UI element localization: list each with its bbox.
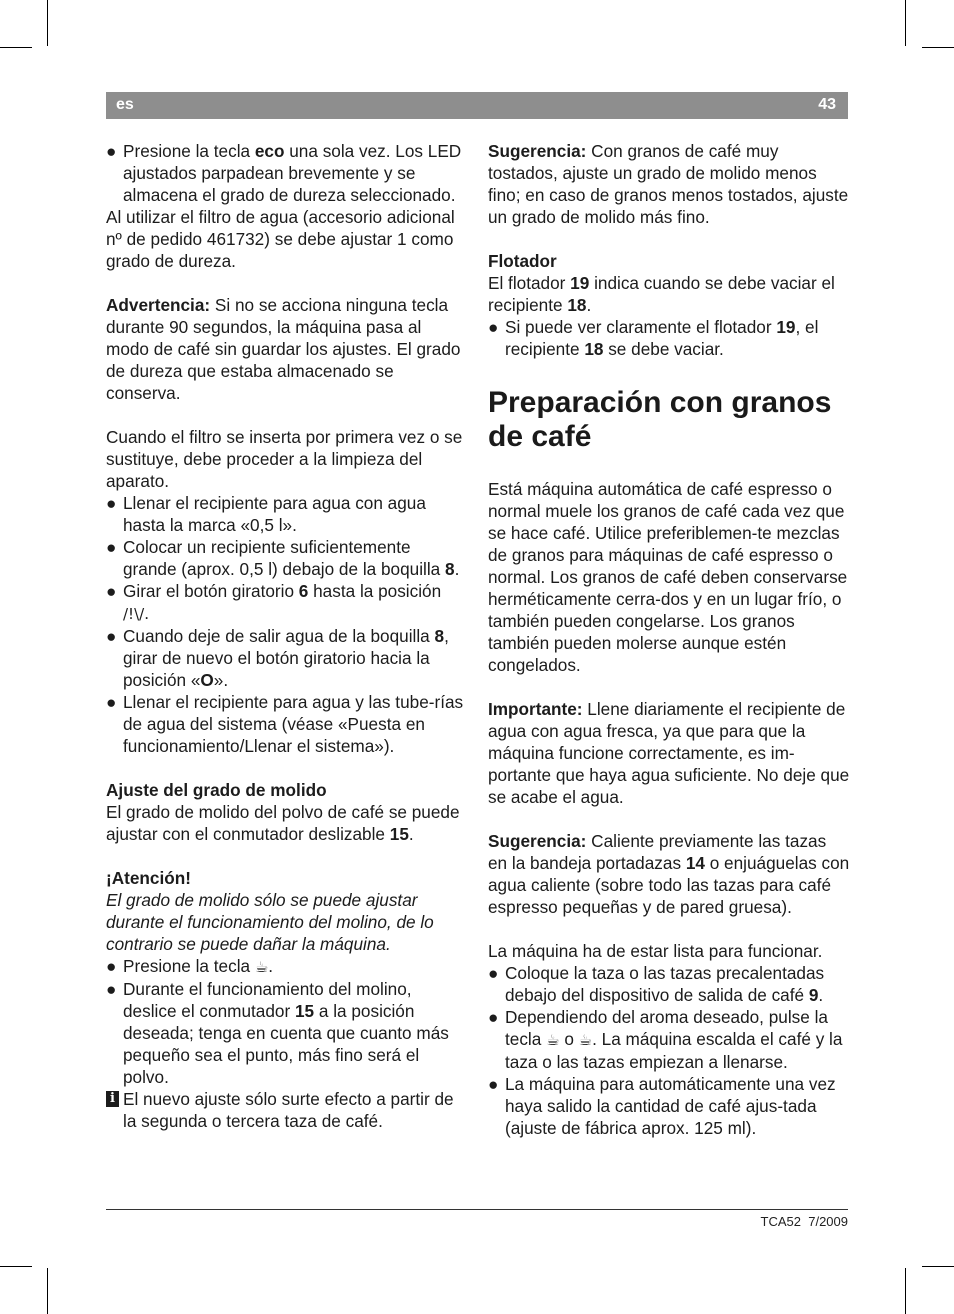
section-heading: ¡Atención!: [106, 868, 191, 888]
caution-paragraph: El grado de molido sólo se puede ajustar durante el funcionamiento del molino, de lo contrario se puede dañar la máquina.: [106, 890, 434, 954]
list-item: ● Durante el funcionamiento del molino, deslice el conmutador 15 a la posición deseada; tenga en cuenta que cuanto más pequeño sea el punto, más fino será el polvo.: [106, 979, 449, 1087]
paragraph: La máquina ha de estar lista para funcionar.: [488, 941, 823, 961]
list-item: ● Dependiendo del aroma deseado, pulse la tecla ☕ o ☕. La máquina escalda el café y la taza o las tazas empiezan a llenarse.: [488, 1007, 843, 1072]
crop-mark: [0, 47, 32, 48]
page-number: 43: [818, 96, 836, 113]
list-item: ● Presione la tecla eco una sola vez. Los LED ajustados parpadean brevemente y se almacena el grado de dureza seleccionado.: [106, 141, 462, 205]
tip-paragraph: Sugerencia: Con granos de café muy tostados, ajuste un grado de molido menos fino; en caso de granos menos tostados, ajuste un grado de molido más fino.: [488, 141, 849, 227]
crop-mark: [47, 0, 48, 46]
model-code: TCA52: [760, 1214, 801, 1229]
single-bean-icon: ☕: [546, 1031, 560, 1049]
crop-mark: [47, 1268, 48, 1314]
section-heading: Ajuste del grado de molido: [106, 780, 327, 800]
print-date: 7/2009: [808, 1214, 848, 1229]
important-paragraph: Importante: Llene diariamente el recipiente de agua con agua fresca, ya que para que la máquina funcione correctamente, es im-portante que haya agua suficiente. No deje que se acabe el agua.: [488, 699, 850, 807]
paragraph: Está máquina automática de café espresso o normal muele los granos de café cada vez que se hace café. Utilice preferiblemen-te mezclas de granos para máquinas de café espresso o normal. Los granos de café deben conservarse herméticamente cerra-dos y en un lugar frío, o también pueden congelarse. Los granos también pueden molerse aunque estén congelados.: [488, 479, 848, 675]
section-heading: Flotador: [488, 251, 557, 271]
right-column: [488, 140, 850, 1139]
warning-paragraph: Advertencia: Si no se acciona ninguna tecla durante 90 segundos, la máquina pasa al modo de café sin guardar los ajustes. El grado de dureza que estaba almacenado se conserva.: [106, 295, 461, 403]
list-item: ● Colocar un recipiente suficientemente grande (aprox. 0,5 l) debajo de la boquilla 8.: [106, 537, 460, 579]
list-item: ● Cuando deje de salir agua de la boquilla 8, girar de nuevo el botón giratorio hacia la posición «O».: [106, 626, 449, 690]
crop-mark: [922, 1266, 954, 1267]
double-bean-icon: ☕: [578, 1031, 593, 1049]
footer-divider: [106, 1209, 848, 1210]
steam-position-icon: /!\/: [123, 605, 145, 623]
list-item: ● Coloque la taza o las tazas precalentadas debajo del dispositivo de salida de café 9.: [488, 963, 825, 1005]
paragraph: El grado de molido del polvo de café se puede ajustar con el conmutador deslizable 15.: [106, 802, 460, 844]
paragraph: El flotador 19 indica cuando se debe vaciar el recipiente 18.: [488, 273, 835, 315]
list-item: ● La máquina para automáticamente una vez haya salido la cantidad de café ajus-tada (ajuste de fábrica aprox. 125 ml).: [488, 1074, 836, 1138]
list-item: ● Si puede ver claramente el flotador 19, el recipiente 18 se debe vaciar.: [488, 317, 819, 359]
list-item: ● Llenar el recipiente para agua con agua hasta la marca «0,5 l».: [106, 493, 426, 535]
info-icon: i: [106, 1091, 119, 1107]
page-header: [106, 92, 848, 119]
list-item: ● Llenar el recipiente para agua y las tube-rías de agua del sistema (véase «Puesta en funcionamiento/Llenar el sistema»).: [106, 692, 464, 756]
info-note: i El nuevo ajuste sólo surte efecto a partir de la segunda o tercera taza de café.: [106, 1088, 468, 1132]
crop-mark: [905, 1268, 906, 1314]
coffee-strength-icon: ☕: [254, 958, 269, 976]
paragraph: Al utilizar el filtro de agua (accesorio adicional nº de pedido 461732) se debe ajustar 1 como grado de dureza.: [106, 207, 455, 271]
left-column: [106, 140, 468, 1132]
crop-mark: [922, 47, 954, 48]
language-code: es: [116, 96, 134, 113]
crop-mark: [905, 0, 906, 46]
page-footer: [761, 1214, 848, 1229]
crop-mark: [0, 1266, 32, 1267]
tip-paragraph: Sugerencia: Caliente previamente las tazas en la bandeja portadazas 14 o enjuáguelas con agua caliente (sobre todo las tazas para café espresso pequeñas y de pared gruesa).: [488, 831, 850, 917]
list-item: ● Girar el botón giratorio 6 hasta la posición /!\/.: [106, 581, 442, 623]
section-title: Preparación con granos de café: [488, 386, 832, 453]
list-item: ● Presione la tecla ☕.: [106, 956, 274, 976]
paragraph: Cuando el filtro se inserta por primera vez o se sustituye, debe proceder a la limpieza del aparato.: [106, 427, 463, 491]
